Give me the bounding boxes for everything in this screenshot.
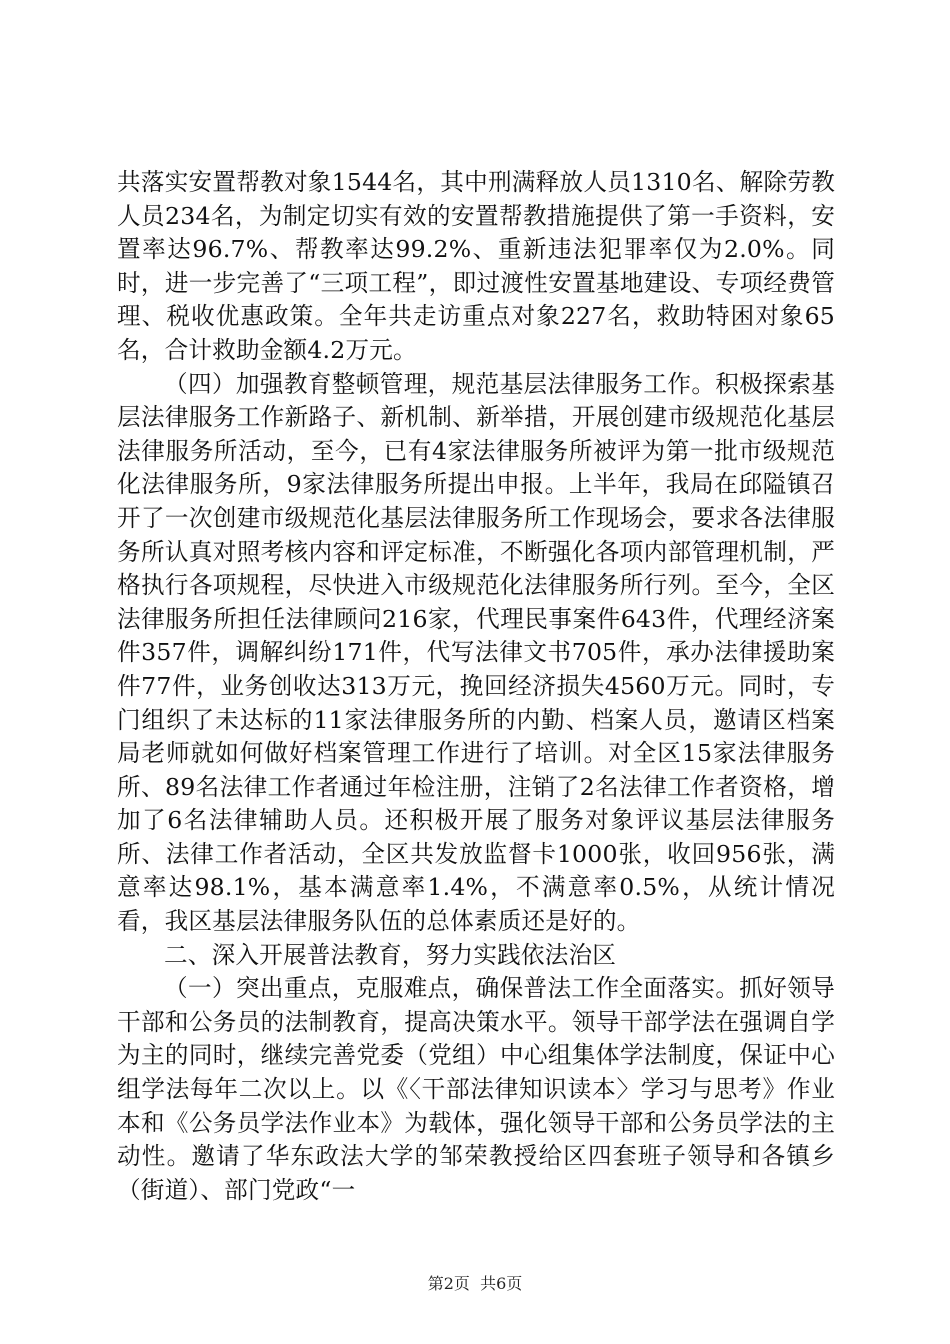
page-footer	[0, 1274, 950, 1294]
paragraph-law-popularization: （一）突出重点，克服难点，确保普法工作全面落实。抓好领导干部和公务员的法制教育，提高决策水平。领导干部学法在强调自学为主的同时，继续完善党委（党组）中心组集体学法制度，保证中心组学法每年二次以上。以《〈干部法律知识读本〉学习与思考》作业本和《公务员学法作业本》为载体，强化领导干部和公务员学法的主动性。邀请了华东政法大学的邹荣教授给区四套班子领导和各镇乡（街道）、部门党政“一	[117, 974, 835, 1204]
paragraph-resettlement-summary: 共落实安置帮教对象1544名，其中刑满释放人员1310名、解除劳教人员234名，为制定切实有效的安置帮教措施提供了第一手资料，安置率达96.7%、帮教率达99.2%、重新违法犯罪率仅为2.0%。同时，进一步完善了“三项工程”，即过渡性安置基地建设、专项经费管理、税收优惠政策。全年共走访重点对象227名，救助特困对象65名，合计救助金额4.2万元。	[117, 168, 835, 364]
document-body	[117, 166, 835, 1207]
page-number-label: 第2页 共6页	[427, 1274, 523, 1293]
section-heading-law-education: 二、深入开展普法教育，努力实践依法治区	[164, 940, 617, 969]
paragraph-legal-services: （四）加强教育整顿管理，规范基层法律服务工作。积极探索基层法律服务工作新路子、新机制、新举措，开展创建市级规范化基层法律服务所活动，至今，已有4家法律服务所被评为第一批市级规范化法律服务所，9家法律服务所提出申报。上半年，我局在邱隘镇召开了一次创建市级规范化基层法律服务所工作现场会，要求各法律服务所认真对照考核内容和评定标准，不断强化各项内部管理机制，严格执行各项规程，尽快进入市级规范化法律服务所行列。至今，全区法律服务所担任法律顾问216家，代理民事案件643件，代理经济案件357件，调解纠纷171件，代写法律文书705件，承办法律援助案件77件，业务创收达313万元，挽回经济损失4560万元。同时，专门组织了未达标的11家法律服务所的内勤、档案人员，邀请区档案局老师就如何做好档案管理工作进行了培训。对全区15家法律服务所、89名法律工作者通过年检注册，注销了2名法律工作者资格，增加了6名法律辅助人员。还积极开展了服务对象评议基层法律服务所、法律工作者活动，全区共发放监督卡1000张，收回956张，满意率达98.1%，基本满意率1.4%，不满意率0.5%，从统计情况看，我区基层法律服务队伍的总体素质还是好的。	[117, 369, 835, 936]
